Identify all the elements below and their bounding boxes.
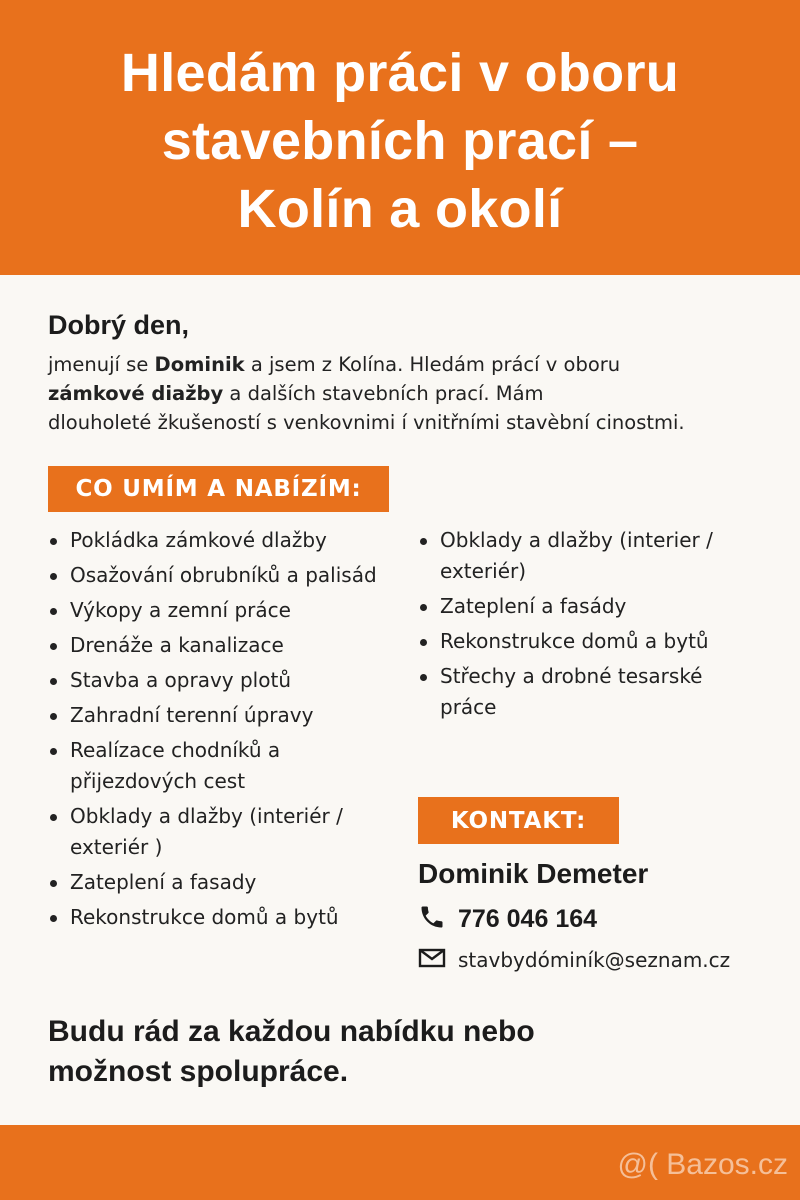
list-item: Obklady a dlažby (interiér / exteriér ) [48,801,408,863]
phone-number[interactable]: 776 046 164 [458,904,598,933]
title-banner [0,0,800,275]
intro-paragraph [48,350,768,437]
list-item: Drenáže a kanalizace [48,630,408,661]
closing-text [48,1012,748,1092]
contact-name: Dominik Demeter [418,858,649,889]
intro-line-2 [48,379,768,408]
intro-name: Dominik [154,353,245,376]
services-list-left [48,525,408,937]
greeting: Dobrý den, [48,310,190,340]
email-address[interactable]: stavbydóminík@seznam.cz [458,948,731,972]
intro-highlight: zámkové diažby [48,382,224,405]
list-item: Stavba a opravy plotů [48,665,408,696]
list-item: Realízace chodníků a přijezdových cest [48,735,408,797]
mail-icon [418,948,446,972]
list-item: Zateplení a fasady [48,867,408,898]
page-title-line-1: Hledám práci v oboru [120,42,680,103]
page-title-line-2: stavebních prací – [161,110,639,171]
watermark-text: @( Bazos.cz [617,1148,788,1181]
list-item: Osažování obrubníků a palisád [48,560,408,591]
contact-phone-row [418,903,597,935]
list-item: Obklady a dlažby (interier / exteriér) [418,525,758,587]
closing-line-2: možnost spolupráce. [48,1055,349,1088]
list-item: Rekonstrukce domů a bytů [418,626,758,657]
intro-text: jmenují se [48,353,155,376]
phone-icon [418,903,446,935]
skills-heading: CO UMÍM A NABÍZÍM: [48,466,389,512]
list-item: Rekonstrukce domů a bytů [48,902,408,933]
intro-text: a jsem z Kolína. Hledám prácí v oboru [244,353,621,376]
contact-heading: KONTAKT: [418,797,619,844]
list-item: Výkopy a zemní práce [48,595,408,626]
contact-email-row [418,948,730,972]
services-list-right [418,525,758,727]
intro-line-3: dlouholeté žkušeností s venkovnimi í vnitřními stavèbní cinostmi. [48,411,685,434]
closing-line-1: Budu rád za každou nabídku nebo [48,1015,535,1048]
intro-line-1 [48,350,768,379]
list-item: Zahradní terenní úpravy [48,700,408,731]
intro-text: a dalších stavebních prací. Mám [223,382,544,405]
page-title-line-3: Kolín a okolí [237,178,563,239]
list-item: Zateplení a fasády [418,591,758,622]
list-item: Pokládka zámkové dlažby [48,525,408,556]
list-item: Střechy a drobné tesarské práce [418,661,758,723]
